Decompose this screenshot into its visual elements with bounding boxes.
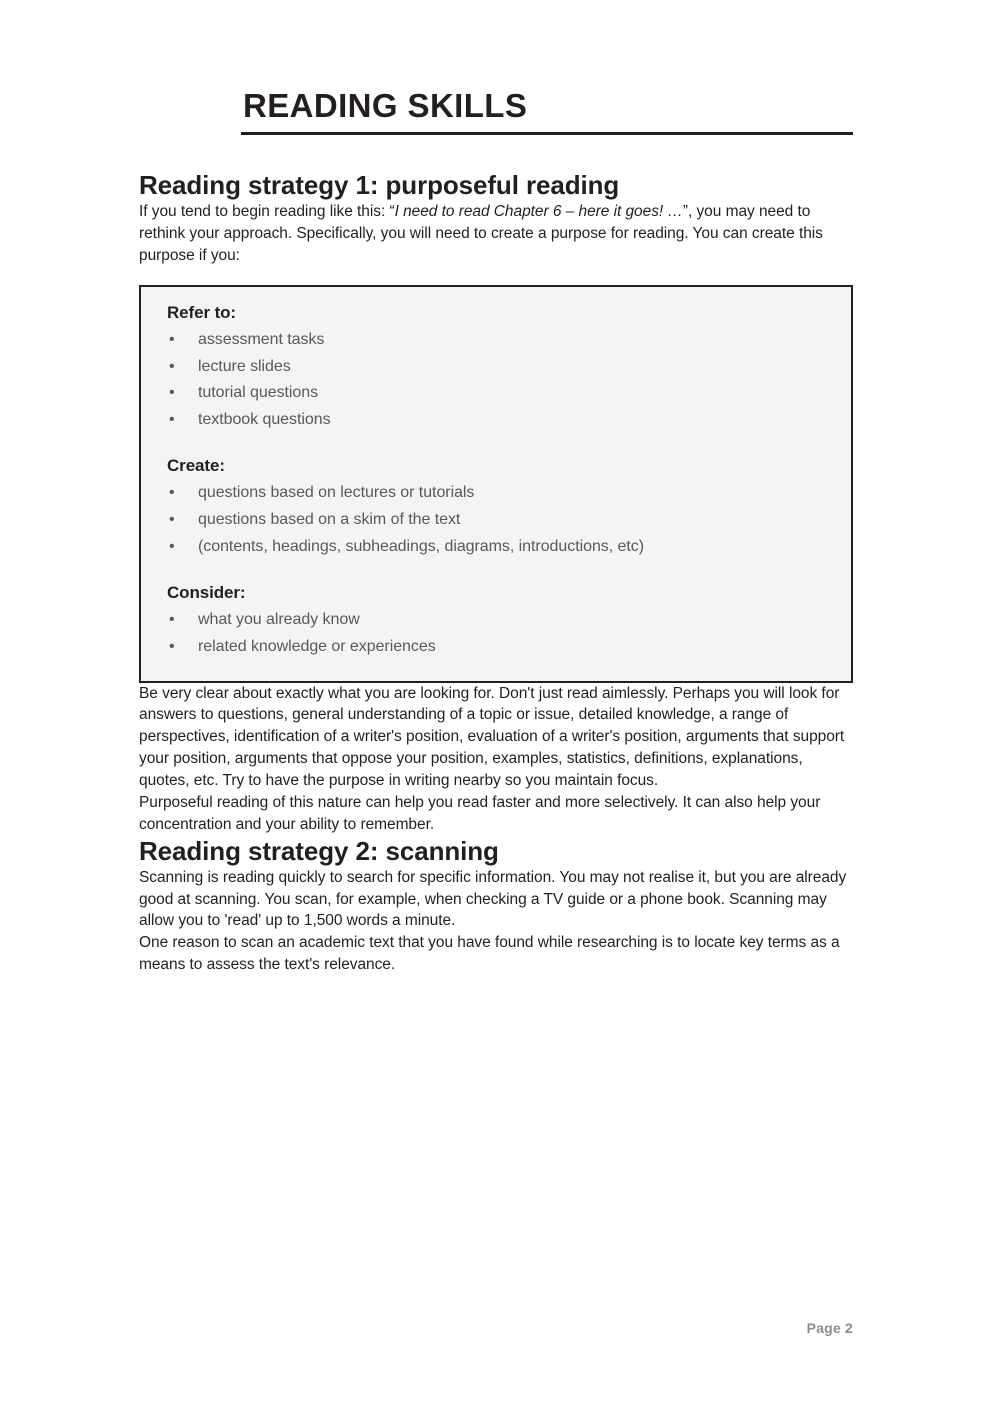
purpose-creation-box: [139, 285, 853, 683]
bullet-icon: •: [169, 384, 175, 402]
list-item-label: lecture slides: [198, 357, 291, 375]
list-item: [155, 534, 833, 561]
list-item-label: what you already know: [198, 610, 360, 628]
list-item-label: tutorial questions: [198, 384, 319, 402]
bullet-icon: •: [169, 330, 175, 348]
list-item: [155, 634, 833, 661]
document-body: [139, 170, 853, 976]
document-header: [241, 88, 853, 135]
box-list-consider: [155, 607, 833, 661]
box-group-title-create: Create:: [167, 456, 225, 476]
list-item-label: (contents, headings, subheadings, diagrams, introductions, etc): [198, 537, 644, 555]
box-list-create: [155, 480, 833, 561]
list-item: [155, 327, 833, 354]
bullet-icon: •: [169, 484, 175, 502]
bullet-icon: •: [169, 511, 175, 529]
box-group-create: [155, 456, 833, 561]
box-group-title-consider: Consider:: [167, 582, 246, 602]
list-item-label: questions based on a skim of the text: [198, 511, 461, 529]
heading-reading-strategy-1: Reading strategy 1: purposeful reading: [139, 170, 620, 200]
intro-text-after-quote: ”, you may need to rethink your approach. Specifically, you will need to create a purpose for reading. You can create this purpose if you:: [139, 203, 823, 264]
list-item: [155, 607, 833, 634]
bullet-icon: •: [169, 610, 175, 628]
bullet-icon: •: [169, 637, 175, 655]
heading-reading-strategy-2: Reading strategy 2: scanning: [139, 835, 499, 866]
box-group-refer-to: [155, 303, 833, 435]
list-item: [155, 507, 833, 534]
list-item: [155, 354, 833, 381]
box-list-refer-to: [155, 327, 833, 435]
intro-text-before-quote: If you tend to begin reading like this: “: [139, 203, 395, 221]
paragraph-scanning-definition: Scanning is reading quickly to search for specific information. You may not realise it, but you are already good at scanning. You scan, for example, when checking a TV guide or a phone book. Scanning may allow you to 'read' up to 1,500 words a minute.: [139, 868, 847, 930]
page-title: READING SKILLS: [243, 87, 528, 124]
box-group-consider: [155, 583, 833, 661]
list-item-label: questions based on lectures or tutorials: [198, 484, 475, 502]
paragraph-be-very-clear: Be very clear about exactly what you are looking for. Don't just read aimlessly. Perhaps you will look for answers to questions, general understanding of a topic or issue, detailed knowledge, a range of perspectives, identification of a writer's position, evaluation of a writer's position, arguments that support your position, arguments that oppose your position, examples, statistics, definitions, explanations, quotes, etc. Try to have the purpose in writing nearby so you maintain focus.: [139, 684, 845, 789]
list-item-label: textbook questions: [198, 411, 331, 429]
page-number: Page 2: [806, 1320, 853, 1336]
list-item: [155, 380, 833, 407]
list-item-label: assessment tasks: [198, 330, 325, 348]
page-footer: [139, 1320, 853, 1338]
bullet-icon: •: [169, 411, 175, 429]
bullet-icon: •: [169, 537, 175, 555]
list-item-label: related knowledge or experiences: [198, 637, 436, 655]
header-divider: [241, 132, 853, 135]
paragraph-purposeful-benefit: Purposeful reading of this nature can help you read faster and more selectively. It can also help your concentration and your ability to remember.: [139, 793, 821, 833]
box-group-title-refer-to: Refer to:: [167, 302, 236, 322]
list-item: [155, 407, 833, 434]
list-item: [155, 480, 833, 507]
paragraph-scanning-reason: One reason to scan an academic text that you have found while researching is to locate key terms as a means to assess the text's relevance.: [139, 934, 840, 974]
paragraph-intro: [139, 201, 853, 267]
bullet-icon: •: [169, 357, 175, 375]
intro-quoted-phrase: I need to read Chapter 6 – here it goes! …: [394, 203, 683, 221]
